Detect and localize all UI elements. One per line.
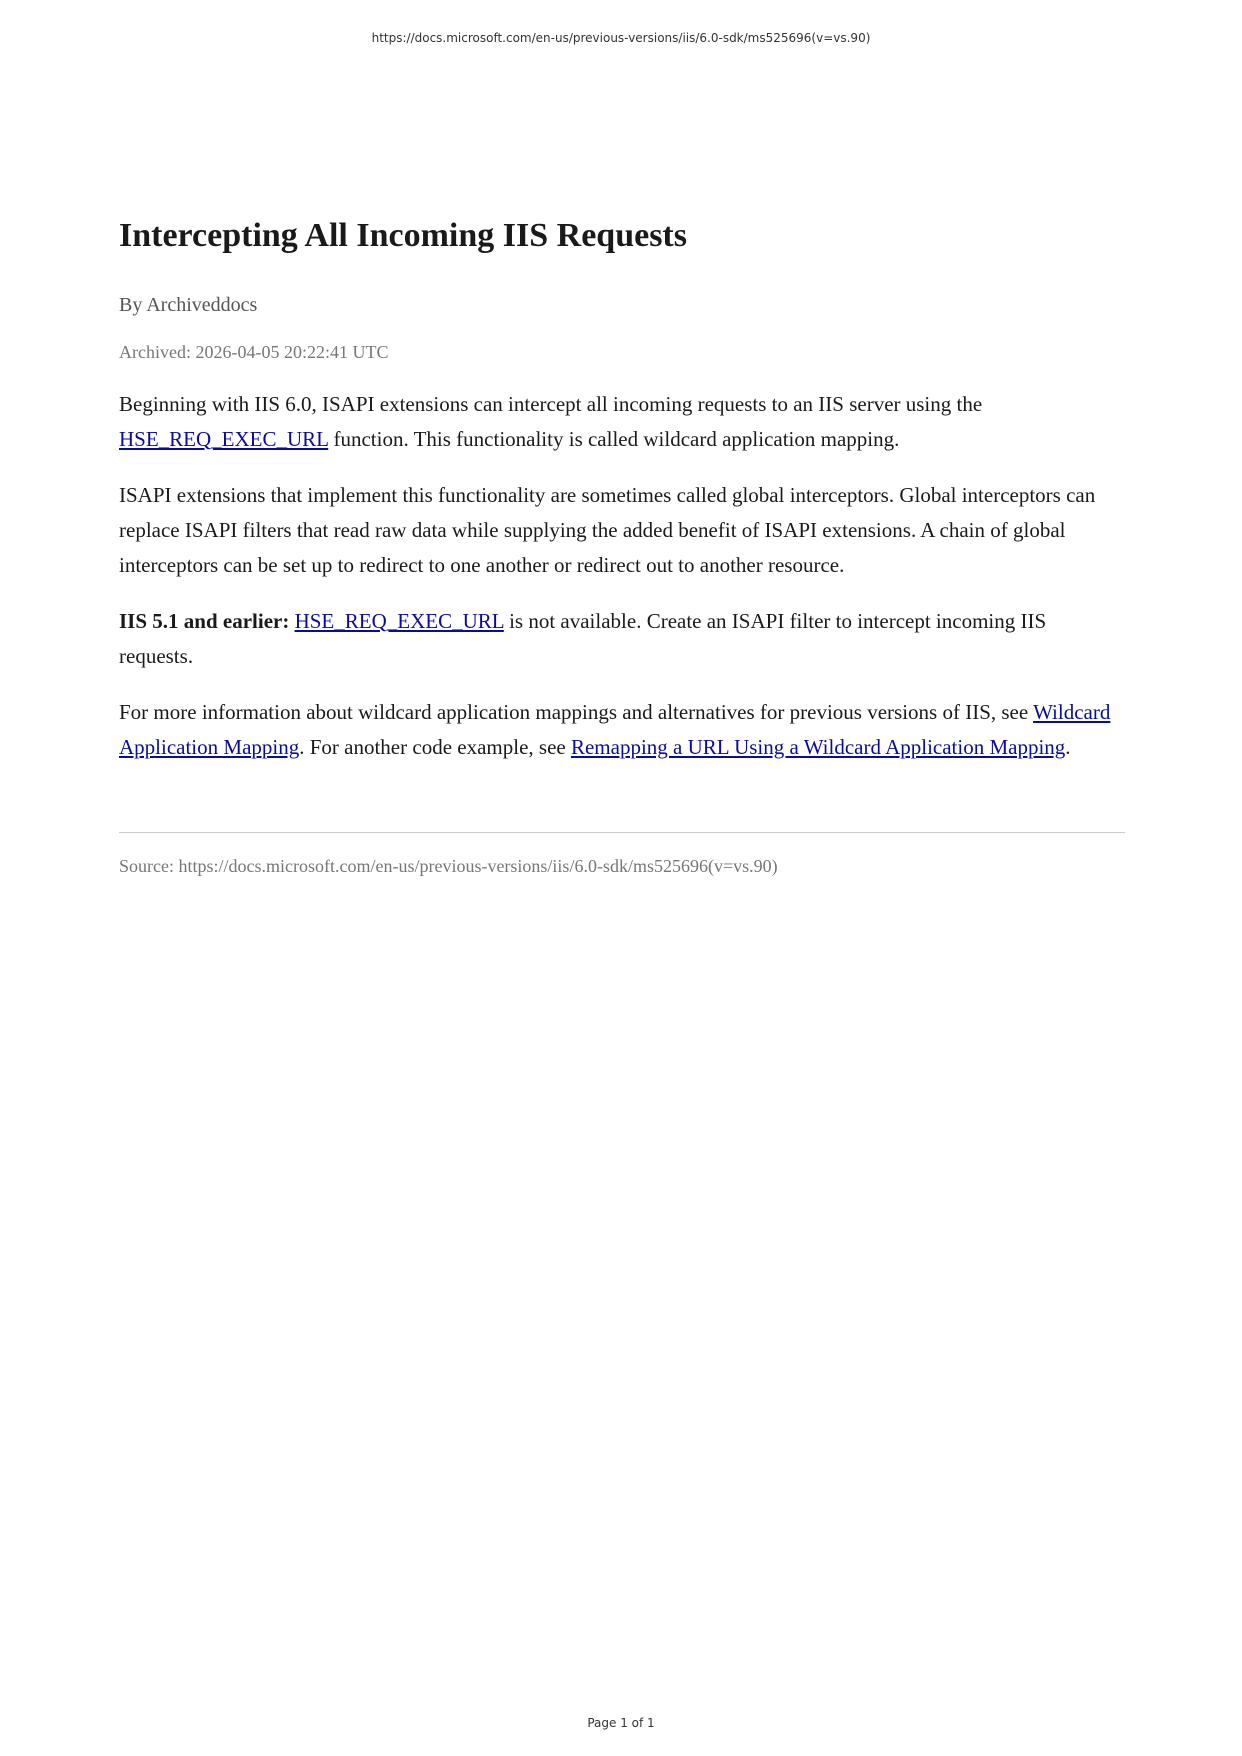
paragraph-text: Beginning with IIS 6.0, ISAPI extensions can intercept all incoming requests to an IIS server using the [119, 392, 983, 416]
paragraph-text: For more information about wildcard application mappings and alternatives for previous versions of IIS, see [119, 700, 1034, 724]
wildcard-application-mapping-link[interactable]: Wildcard Application Mapping [119, 700, 1111, 759]
paragraph-iis51-note [119, 604, 1125, 674]
archived-timestamp: Archived: 2026-04-05 20:22:41 UTC [119, 342, 389, 362]
paragraph-text: . [1065, 735, 1071, 759]
remapping-url-link[interactable]: Remapping a URL Using a Wildcard Application Mapping [570, 735, 1066, 759]
paragraph-global-interceptors: ISAPI extensions that implement this functionality are sometimes called global interceptors. Global interceptors can replace ISAPI filters that read raw data while supplying the added benefit of ISAPI extensions. A chain of global interceptors can be set up to redirect to one another or redirect out to another resource. [119, 483, 1096, 577]
paragraph-text: . For another code example, see [299, 735, 571, 759]
paragraph-text: is not available. Create an ISAPI filter to intercept incoming IIS requests. [119, 609, 1047, 668]
source-url: Source: https://docs.microsoft.com/en-us/previous-versions/iis/6.0-sdk/ms525696(v=vs.90) [119, 856, 778, 876]
hse-req-exec-url-link-2[interactable]: HSE_REQ_EXEC_URL [294, 609, 504, 633]
page-title: Intercepting All Incoming IIS Requests [119, 217, 687, 254]
print-header-url: https://docs.microsoft.com/en-us/previous-versions/iis/6.0-sdk/ms525696(v=vs.90) [371, 31, 871, 45]
paragraph-text: function. This functionality is called wildcard application mapping. [328, 427, 900, 451]
paragraph-more-info [119, 695, 1125, 765]
page-number: Page 1 of 1 [587, 1716, 655, 1730]
divider [119, 832, 1125, 833]
article [119, 212, 1125, 879]
hse-req-exec-url-link[interactable]: HSE_REQ_EXEC_URL [119, 427, 329, 451]
paragraph-intro [119, 387, 1125, 457]
byline: By Archiveddocs [119, 294, 258, 316]
note-label: IIS 5.1 and earlier: [119, 609, 290, 633]
